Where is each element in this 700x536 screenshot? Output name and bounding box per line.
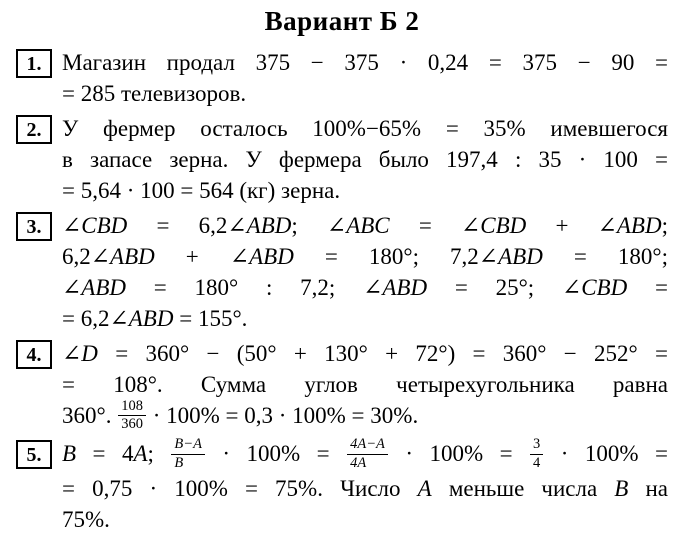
text-run: ; <box>147 441 171 467</box>
math-var: ABD <box>249 244 294 269</box>
text-run: ; ∠ <box>291 213 347 238</box>
fraction <box>347 437 388 470</box>
text-run: = 155°. <box>173 306 248 331</box>
text-run: = 25°; ∠ <box>427 275 582 300</box>
problem-item <box>16 113 668 206</box>
text-line <box>62 175 668 206</box>
fraction <box>171 437 205 470</box>
text-run: ; <box>661 213 668 238</box>
text-run: = 4 <box>76 441 134 467</box>
math-var: B <box>62 441 77 467</box>
text-run: + ∠ <box>154 244 250 269</box>
problem-number-box <box>16 440 52 469</box>
text-run: = 180° : 7,2; ∠ <box>126 275 383 300</box>
text-run: 6,2∠ <box>62 244 111 269</box>
problem-number: 5. <box>26 443 42 466</box>
text-line <box>62 272 668 303</box>
problem-text <box>62 113 668 206</box>
fraction <box>530 437 543 470</box>
text-run: меньше числа <box>431 475 615 501</box>
math-var: ABC <box>346 213 390 238</box>
text-line <box>62 504 668 535</box>
math-var: ABD <box>498 244 543 269</box>
math-var: ABD <box>128 306 174 331</box>
text-line <box>62 113 668 144</box>
problem-text <box>62 210 668 334</box>
text-line <box>62 400 668 434</box>
math-var: A <box>133 441 148 467</box>
text-run: = 180°; <box>542 244 668 269</box>
text-run: = 5,64 · 100 = 564 (кг) зерна. <box>62 178 341 203</box>
problem-number-box <box>16 49 52 78</box>
fraction-numerator: 3 <box>533 436 541 453</box>
text-run: 75%. <box>62 506 110 532</box>
problem-number: 2. <box>26 118 42 141</box>
text-line <box>62 241 668 272</box>
problem-number: 1. <box>26 52 42 75</box>
fraction-numerator: 4A−A <box>350 436 385 453</box>
text-run: ∠ <box>62 213 82 238</box>
text-run: = 6,2∠ <box>62 306 129 331</box>
text-run: = <box>627 275 668 300</box>
fraction-numerator: B−A <box>174 436 202 453</box>
text-line <box>62 303 668 334</box>
text-run: = 180°; 7,2∠ <box>293 244 499 269</box>
fraction-denominator: B <box>171 454 205 471</box>
text-line <box>62 144 668 175</box>
text-line <box>62 338 668 369</box>
text-run: · 100% = <box>205 441 347 467</box>
text-run: = 0,75 · 100% = 75%. Число <box>62 475 418 501</box>
fraction-denominator: 4A <box>347 454 388 471</box>
text-run: У фермер осталось 100%−65% = 35% имевшегося <box>62 116 668 141</box>
text-run: на <box>628 475 668 501</box>
math-var: ABD <box>616 213 662 238</box>
problem-text <box>62 438 668 534</box>
text-run: = ∠ <box>389 213 481 238</box>
text-run: ∠ <box>62 341 82 366</box>
math-var: CBD <box>581 275 628 300</box>
math-var: ABD <box>110 244 155 269</box>
problem-item <box>16 338 668 434</box>
math-var: CBD <box>480 213 527 238</box>
problem-number: 3. <box>26 215 42 238</box>
math-var: ABD <box>246 213 292 238</box>
text-run: Магазин продал 375 − 375 · 0,24 = 375 − 90 = <box>62 50 668 75</box>
text-run: + ∠ <box>526 213 617 238</box>
problem-number-box <box>16 340 52 369</box>
problem-text <box>62 47 668 109</box>
text-run: = 360° − (50° + 130° + 72°) = 360° − 252° = <box>97 341 668 366</box>
problem-number-box <box>16 212 52 241</box>
fraction-denominator: 360 <box>118 415 146 432</box>
problem-item <box>16 210 668 334</box>
fraction-denominator: 4 <box>530 454 543 471</box>
text-run: в запасе зерна. У фермера было 197,4 : 35 · 100 = <box>62 147 668 172</box>
math-var: CBD <box>81 213 128 238</box>
text-line <box>62 369 668 400</box>
fraction <box>118 399 146 432</box>
text-run: · 100% = <box>544 441 669 467</box>
math-var: A <box>417 475 432 501</box>
text-run: = 108°. Сумма углов четырехугольника равна <box>62 372 668 397</box>
problem-item <box>16 47 668 109</box>
text-run: ∠ <box>62 275 82 300</box>
problem-number-box <box>16 115 52 144</box>
fraction-numerator: 108 <box>121 398 143 414</box>
text-line <box>62 438 668 472</box>
problem-item <box>16 438 668 534</box>
math-var: D <box>81 341 98 366</box>
text-line <box>62 473 668 504</box>
text-line <box>62 78 668 109</box>
text-line <box>62 47 668 78</box>
math-var: ABD <box>81 275 126 300</box>
text-run: · 100% = <box>388 441 530 467</box>
math-var: ABD <box>382 275 428 300</box>
problem-text <box>62 338 668 434</box>
text-run: = 6,2∠ <box>127 213 247 238</box>
page-title: Вариант Б 2 <box>264 6 420 36</box>
text-line <box>62 210 668 241</box>
problem-number: 4. <box>26 343 42 366</box>
text-run: 360°. <box>62 403 118 428</box>
text-run: = 285 телевизоров. <box>62 81 247 106</box>
problems-list <box>16 47 668 535</box>
text-run: · 100% = 0,3 · 100% = 30%. <box>146 403 419 428</box>
math-var: B <box>614 475 629 501</box>
